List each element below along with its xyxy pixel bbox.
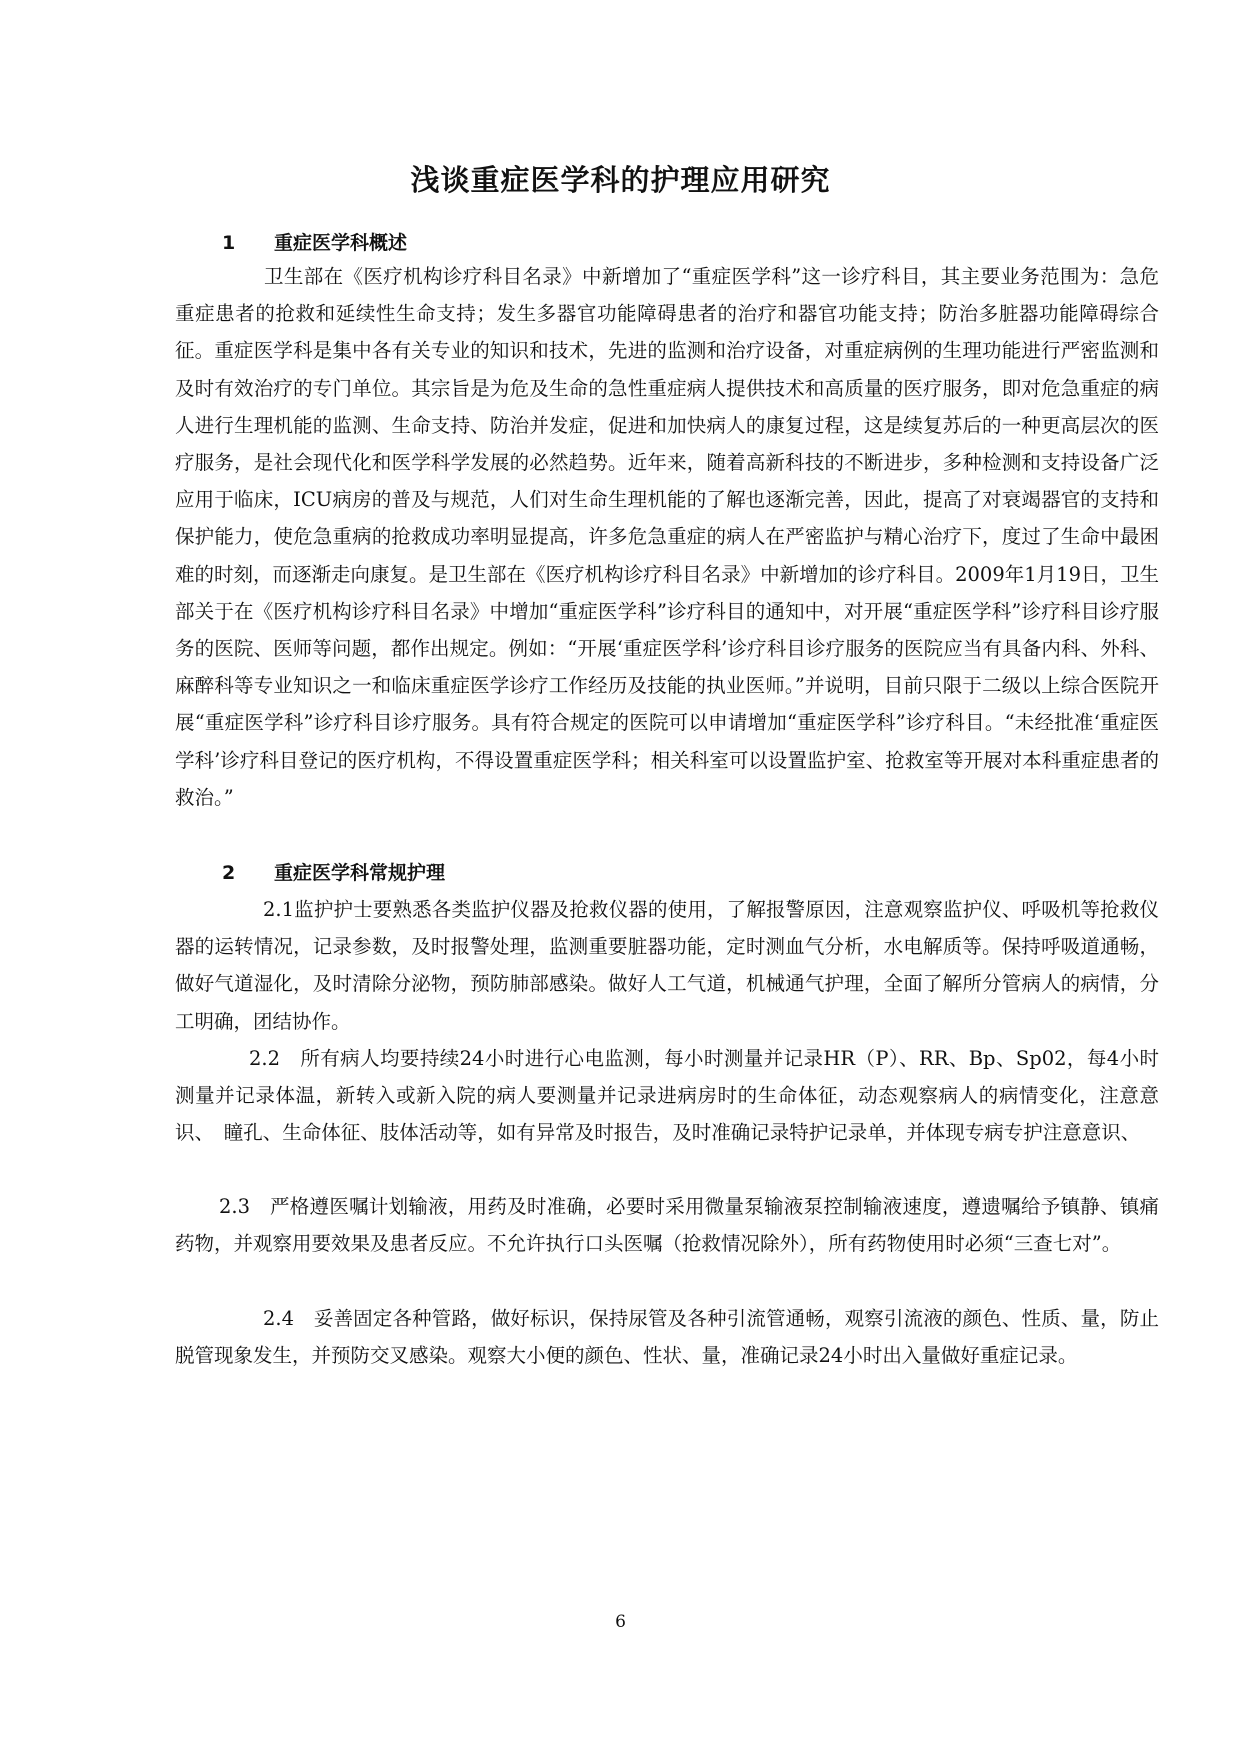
page-number: 6 [615, 1612, 626, 1632]
section-1-paragraph: 卫生部在《医疗机构诊疗科目名录》中新增加了“重症医学科”这一诊疗科目，其主要业务范围为：急危重症患者的抢救和延续性生命支持；发生多器官功能障碍患者的治疗和器官功能支持；防治多脏器功能障碍综合征。重症医学科是集中各有关专业的知识和技术，先进的监测和治疗设备，对重症病例的生理功能进行严密监测和及时有效治疗的专门单位。其宗旨是为危及生命的急性重症病人提供技术和高质量的医疗服务，即对危急重症的病人进行生理机能的监测、生命支持、防治并发症，促进和加快病人的康复过程，这是续复苏后的一种更高层次的医疗服务，是社会现代化和医学科学发展的必然趋势。近年来，随着高新科技的不断进步，多种检测和支持设备广泛应用于临床，ICU病房的普及与规范，人们对生命生理机能的了解也逐渐完善，因此，提高了对衰竭器官的支持和保护能力，使危急重病的抢救成功率明显提高，许多危急重症的病人在严密监护与精心治疗下，度过了生命中最困难的时刻，而逐渐走向康复。是卫生部在《医疗机构诊疗科目名录》中新增加的诊疗科目。2009年1月19日，卫生部关于在《医疗机构诊疗科目名录》中增加“重症医学科”诊疗科目的通知中，对开展“重症医学科”诊疗科目诊疗服务的医院、医师等问题，都作出规定。例如：“开展‘重症医学科’诊疗科目诊疗服务的医院应当有具备内科、外科、麻醉科等专业知识之一和临床重症医学诊疗工作经历及技能的执业医师。”并说明，目前只限于二级以上综合医院开展“重症医学科”诊疗科目诊疗服务。具有符合规定的医院可以申请增加“重症医学科”诊疗科目。“未经批准‘重症医学科’诊疗科目登记的医疗机构，不得设置重症医学科；相关科室可以设置监护室、抢救室等开展对本科重症患者的救治。” [175, 265, 1159, 809]
section-2-number: 2 [222, 862, 236, 884]
paragraph-2-1: 2.1监护护士要熟悉各类监护仪器及抢救仪器的使用，了解报警原因，注意观察监护仪、呼吸机等抢救仪器的运转情况，记录参数，及时报警处理，监测重要脏器功能，定时测血气分析，水电解质等。保持呼吸道通畅，做好气道湿化，及时清除分泌物，预防肺部感染。做好人工气道，机械通气护理，全面了解所分管病人的病情，分工明确，团结协作。 [175, 898, 1159, 1033]
document-title: 浅谈重症医学科的护理应用研究 [410, 163, 831, 197]
paragraph-2-2: 2.2 所有病人均要持续24小时进行心电监测，每小时测量并记录HR（P）、RR、Bp、Sp02，每4小时测量并记录体温，新转入或新入院的病人要测量并记录进病房时的生命体征，动态观察病人的病情变化，注意意识、 瞳孔、生命体征、肢体活动等，如有异常及时报告，及时准确记录特护记录单，并体现专病专护注意意识、 [175, 1047, 1159, 1145]
section-1-heading [222, 228, 407, 255]
section-1-title: 重症医学科概述 [274, 232, 408, 254]
paragraph-2-4: 2.4 妥善固定各种管路，做好标识，保持尿管及各种引流管通畅，观察引流液的颜色、性质、量，防止脱管现象发生，并预防交叉感染。观察大小便的颜色、性状、量，准确记录24小时出入量做好重症记录。 [175, 1307, 1159, 1368]
paragraph-2-3: 2.3 严格遵医嘱计划输液，用药及时准确，必要时采用微量泵输液泵控制输液速度，遵遗嘱给予镇静、镇痛药物，并观察用要效果及患者反应。不允许执行口头医嘱（抢救情况除外），所有药物使用时必须“三查七对”。 [175, 1195, 1159, 1256]
section-2-title: 重症医学科常规护理 [274, 862, 446, 884]
section-2-heading [222, 858, 445, 885]
section-1-number: 1 [222, 232, 236, 254]
